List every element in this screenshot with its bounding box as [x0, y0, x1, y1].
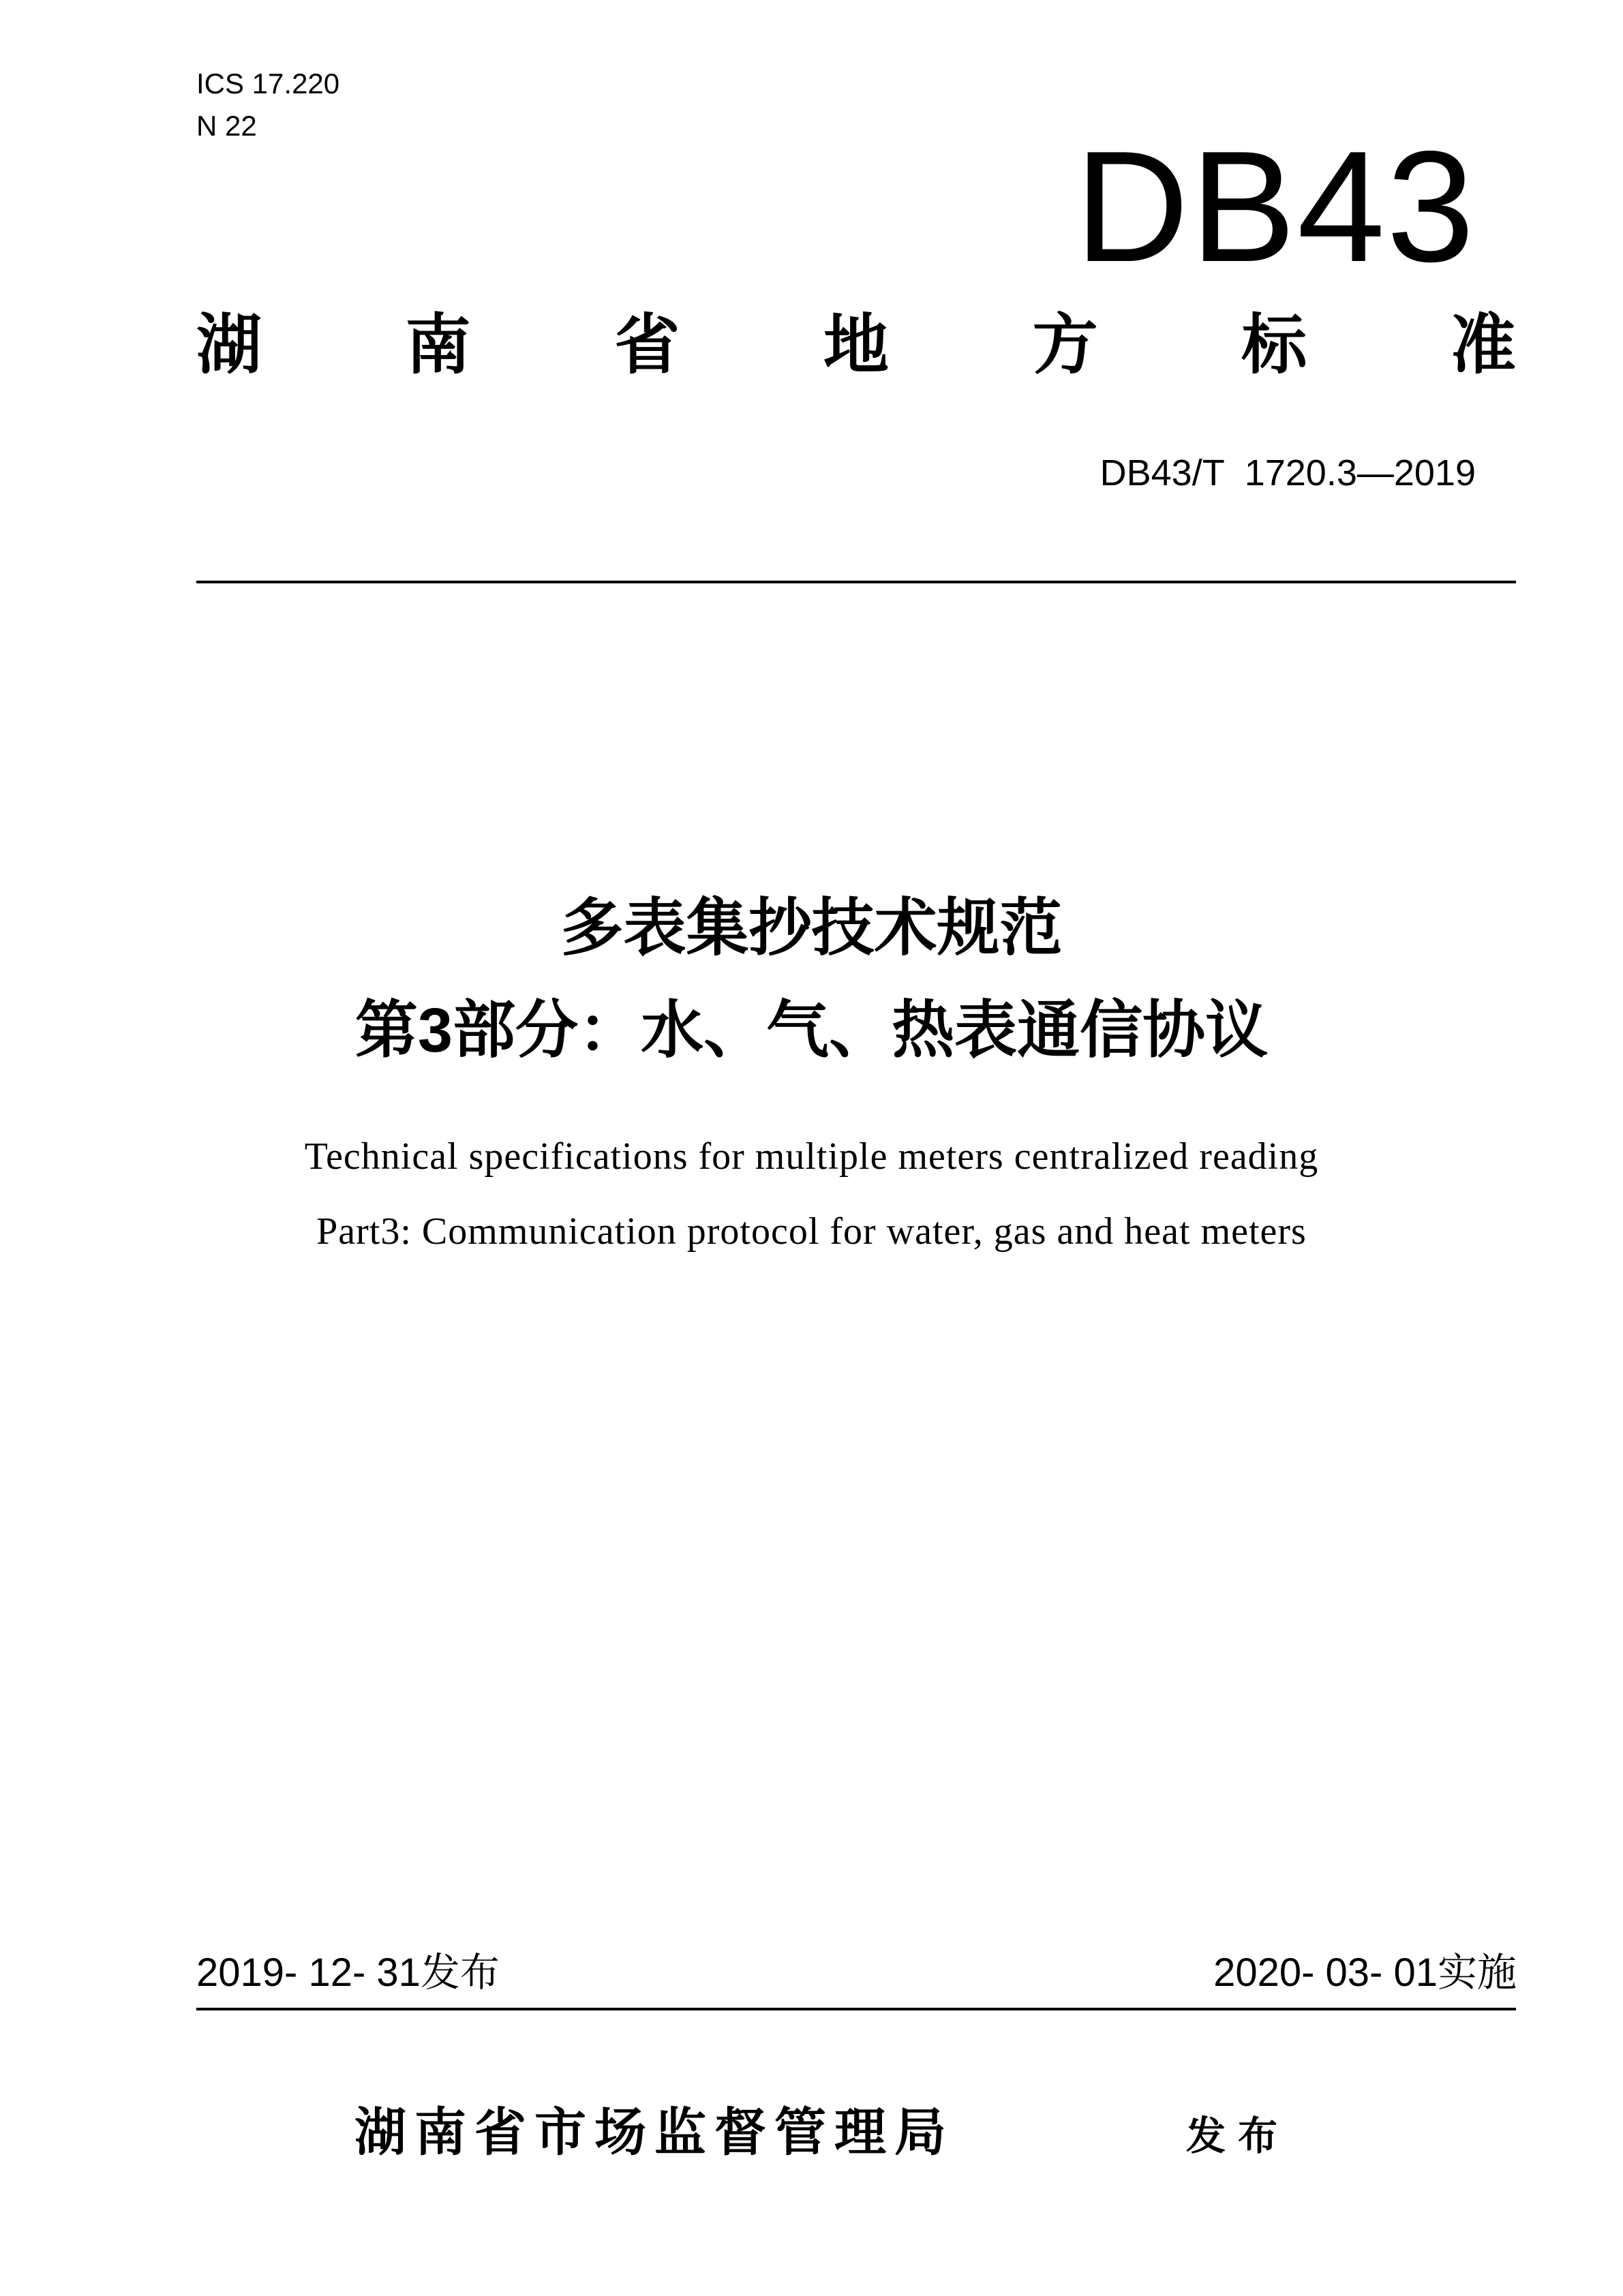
standard-mark: DB43 — [1074, 119, 1476, 295]
standard-type-char: 南 — [405, 309, 471, 382]
bottom-divider — [196, 2008, 1516, 2010]
standard-code: DB43/T 1720.3—2019 — [1099, 453, 1476, 493]
classification-codes — [196, 63, 339, 147]
top-divider — [196, 581, 1516, 583]
ics-code: ICS 17.220 — [196, 67, 340, 100]
title-en-line1: Technical specifications for multiple meters centralized reading — [304, 1135, 1319, 1178]
standard-type-char: 省 — [614, 309, 680, 382]
publish-label: 发布 — [1186, 2114, 1290, 2158]
title-en-line2: Part3: Communication protocol for water, gas and heat meters — [316, 1210, 1307, 1253]
publisher-name: 湖南省市场监督管理局 — [354, 2104, 954, 2162]
standard-type-char: 标 — [1241, 309, 1307, 382]
title-cn-line1: 多表集抄技术规范 — [560, 893, 1063, 963]
standard-type-char: 方 — [1032, 309, 1098, 382]
implementation-date: 2020- 03- 01实施 — [1213, 1950, 1517, 1995]
standard-type-char: 地 — [823, 309, 889, 382]
standard-type-char: 湖 — [196, 309, 262, 382]
standard-type-title — [196, 308, 1516, 383]
standard-type-char: 准 — [1450, 309, 1516, 382]
issue-date: 2019- 12- 31发布 — [196, 1950, 500, 1995]
title-cn-line2: 第3部分：水、气、热表通信协议 — [354, 996, 1269, 1065]
ccs-code: N 22 — [196, 110, 257, 142]
